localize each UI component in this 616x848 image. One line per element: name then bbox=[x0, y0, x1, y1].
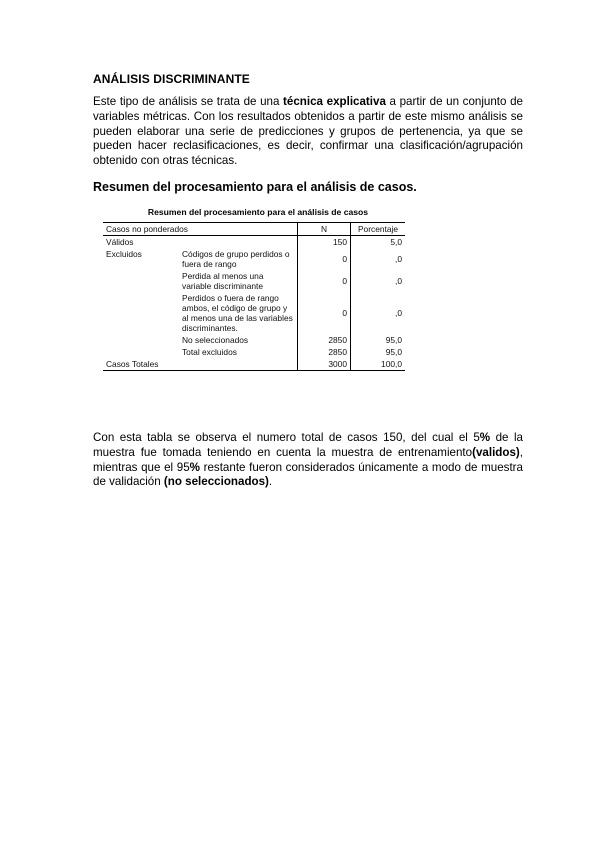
table-header-row bbox=[103, 223, 405, 236]
conclusion-text-3: , mientras que el 95 bbox=[93, 445, 523, 474]
table-section-heading: Resumen del procesamiento para el análisis de casos. bbox=[93, 180, 417, 194]
row-label bbox=[103, 346, 179, 358]
row-sublabel: Códigos de grupo perdidos o fuera de rango bbox=[182, 249, 290, 269]
row-n: 0 bbox=[298, 292, 351, 334]
row-n: 2850 bbox=[298, 334, 351, 346]
conclusion-bold-1: % bbox=[479, 431, 491, 444]
conclusion-bold-3: % bbox=[189, 460, 200, 474]
row-sublabel: Perdidos o fuera de rango ambos, el código de grupo y al menos una de las variables discriminantes. bbox=[182, 293, 293, 333]
conclusion-text-4: restante fueron considerados únicamente a modo de muestra de validación bbox=[93, 460, 523, 489]
conclusion-bold-2: (validos) bbox=[472, 445, 520, 459]
table-title: Resumen del procesamiento para el análisis de casos bbox=[147, 207, 369, 217]
conclusion-text-1: Con esta tabla se observa el numero total de casos 150, del cual el 5 bbox=[93, 431, 480, 444]
conclusion-text-2: de la muestra fue tomada teniendo en cuenta la muestra de entrenamiento bbox=[93, 431, 523, 459]
row-label bbox=[103, 334, 179, 346]
row-percentage: 5,0 bbox=[351, 236, 406, 249]
table-row bbox=[103, 346, 405, 358]
conclusion-paragraph bbox=[93, 431, 523, 490]
row-label: Excluidos bbox=[106, 249, 142, 259]
conclusion-bold-4: (no seleccionados) bbox=[163, 475, 269, 489]
row-sublabel: No seleccionados bbox=[182, 335, 249, 345]
row-label: Casos Totales bbox=[103, 358, 298, 371]
row-n: 0 bbox=[298, 270, 351, 292]
row-label bbox=[103, 270, 179, 292]
table-row bbox=[103, 248, 405, 270]
row-n: 3000 bbox=[298, 358, 351, 371]
case-summary-table bbox=[103, 222, 405, 371]
intro-text-1: Este tipo de análisis se trata de una bbox=[93, 95, 284, 108]
row-n: 150 bbox=[298, 236, 351, 249]
row-label: Válidos bbox=[106, 237, 134, 247]
row-percentage: ,0 bbox=[351, 248, 406, 270]
row-sublabel: Perdida al menos una variable discriminante bbox=[182, 271, 264, 291]
row-label bbox=[103, 292, 179, 334]
header-percentage: Porcentaje bbox=[351, 223, 406, 236]
table-row bbox=[103, 358, 405, 371]
row-percentage: ,0 bbox=[351, 292, 406, 334]
row-percentage: 95,0 bbox=[351, 334, 406, 346]
intro-text-2: a partir de un conjunto de variables métricas. Con los resultados obtenidos a partir de este mismo análisis se pueden elaborar una serie de predicciones y grupos de pertenencia, ya que se pueden hacer reclasificaciones, es decir, confirmar una clasificación/agrupación obtenido con otras técnicas. bbox=[93, 95, 523, 168]
header-n: N bbox=[298, 223, 351, 236]
header-cases: Casos no ponderados bbox=[103, 223, 298, 236]
row-percentage: ,0 bbox=[351, 270, 406, 292]
row-n: 2850 bbox=[298, 346, 351, 358]
row-sublabel: Total excluidos bbox=[182, 347, 237, 357]
intro-bold-term: técnica explicativa bbox=[283, 95, 386, 108]
conclusion-text-5: . bbox=[268, 475, 273, 489]
intro-paragraph bbox=[93, 95, 523, 169]
table-row bbox=[103, 236, 405, 249]
row-percentage: 95,0 bbox=[351, 346, 406, 358]
table-row bbox=[103, 334, 405, 346]
row-n: 0 bbox=[298, 248, 351, 270]
table-row bbox=[103, 292, 405, 334]
section-heading: ANÁLISIS DISCRIMINANTE bbox=[93, 72, 250, 86]
row-percentage: 100,0 bbox=[351, 358, 406, 371]
table-row bbox=[103, 270, 405, 292]
